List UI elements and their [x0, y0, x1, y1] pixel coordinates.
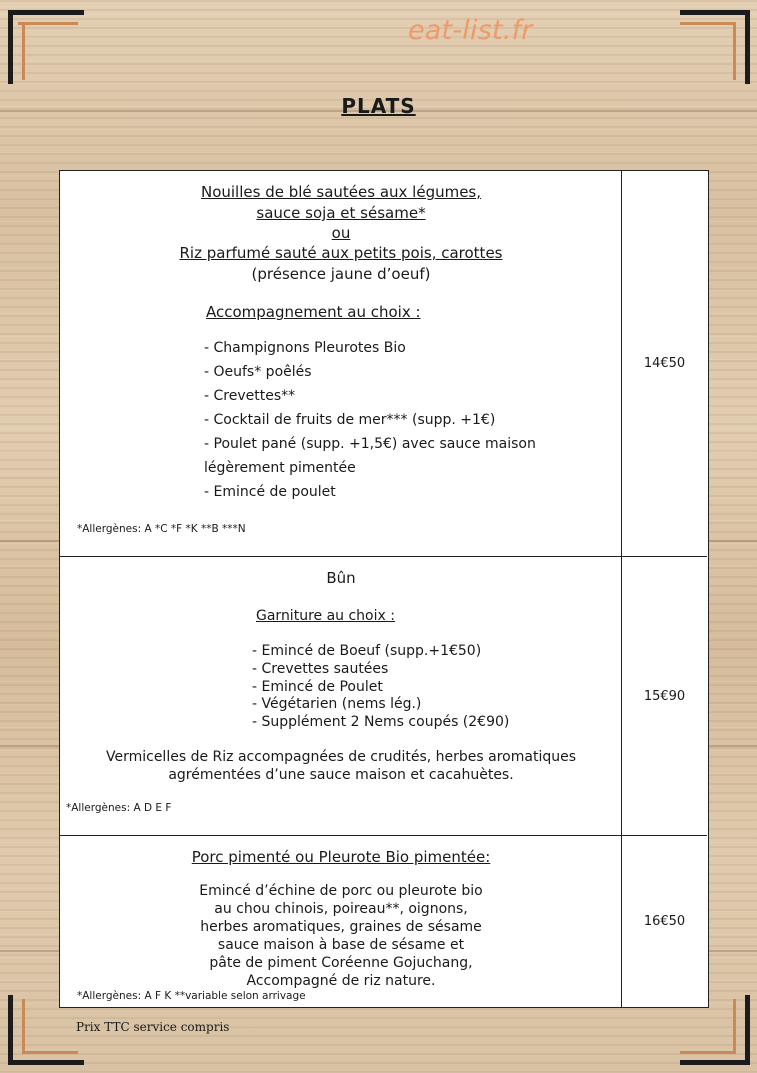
list-item: - Végétarien (nems lég.): [252, 696, 422, 712]
menu-row-nouilles: [60, 171, 707, 557]
dish-description: pâte de piment Coréenne Gojuchang,: [209, 955, 473, 971]
price-cell: 15€90: [643, 688, 686, 704]
list-item: - Crevettes sautées: [252, 661, 389, 677]
price-cell: 14€50: [643, 356, 686, 371]
dish-line: (présence jaune d’oeuf): [251, 265, 431, 283]
list-item: - Emincé de poulet: [204, 484, 336, 500]
corner-frame-top-right: [680, 10, 750, 80]
allergens-note: *Allergènes: A F K **variable selon arrivage: [77, 990, 306, 1002]
list-item: - Poulet pané (supp. +1,5€) avec sauce maison: [204, 436, 536, 452]
list-item: - Supplément 2 Nems coupés (2€90): [252, 714, 510, 730]
price-cell: 16€50: [643, 914, 686, 929]
list-item: - Emincé de Poulet: [252, 679, 383, 695]
corner-frame-top-left: [8, 10, 78, 80]
dish-line: sauce soja et sésame*: [256, 204, 426, 222]
menu-row-bun: [60, 557, 707, 836]
menu-table: [59, 170, 709, 1008]
list-item: - Crevettes**: [204, 388, 296, 404]
dish-description: Vermicelles de Riz accompagnées de crudités, herbes aromatiques: [105, 749, 577, 765]
dish-description-cell: [60, 557, 622, 835]
dish-description: Accompagné de riz nature.: [246, 973, 436, 989]
footer-note: Prix TTC service compris: [76, 1020, 230, 1034]
dish-title: Porc pimenté ou Pleurote Bio pimentée:: [191, 848, 491, 866]
dish-description: au chou chinois, poireau**, oignons,: [214, 901, 468, 917]
dish-description: herbes aromatiques, graines de sésame: [200, 919, 482, 935]
watermark: eat-list.fr: [408, 15, 533, 46]
list-item: - Cocktail de fruits de mer*** (supp. +1€): [204, 412, 496, 428]
list-item: légèrement pimentée: [204, 460, 356, 476]
dish-title: Bûn: [326, 569, 356, 587]
list-item: - Oeufs* poêlés: [204, 364, 312, 380]
allergens-note: *Allergènes: A *C *F *K **B ***N: [77, 523, 246, 535]
section-subtitle: Accompagnement au choix :: [206, 303, 421, 321]
menu-row-porc: [60, 836, 707, 1007]
allergens-note: *Allergènes: A D E F: [66, 802, 172, 814]
dish-description: sauce maison à base de sésame et: [217, 937, 465, 953]
list-item: - Champignons Pleurotes Bio: [204, 340, 406, 356]
dish-description-cell: [60, 171, 622, 556]
dish-line: ou: [331, 224, 351, 242]
section-subtitle: Garniture au choix :: [256, 608, 395, 624]
dish-description: agrémentées d’une sauce maison et cacahuètes.: [168, 767, 514, 783]
page-title: PLATS: [341, 94, 416, 118]
dish-description: Emincé d’échine de porc ou pleurote bio: [199, 883, 483, 899]
dish-line: Riz parfumé sauté aux petits pois, carottes: [179, 244, 503, 262]
dish-description-cell: [60, 836, 622, 1007]
list-item: - Emincé de Boeuf (supp.+1€50): [252, 643, 482, 659]
dish-line: Nouilles de blé sautées aux légumes,: [200, 183, 482, 201]
